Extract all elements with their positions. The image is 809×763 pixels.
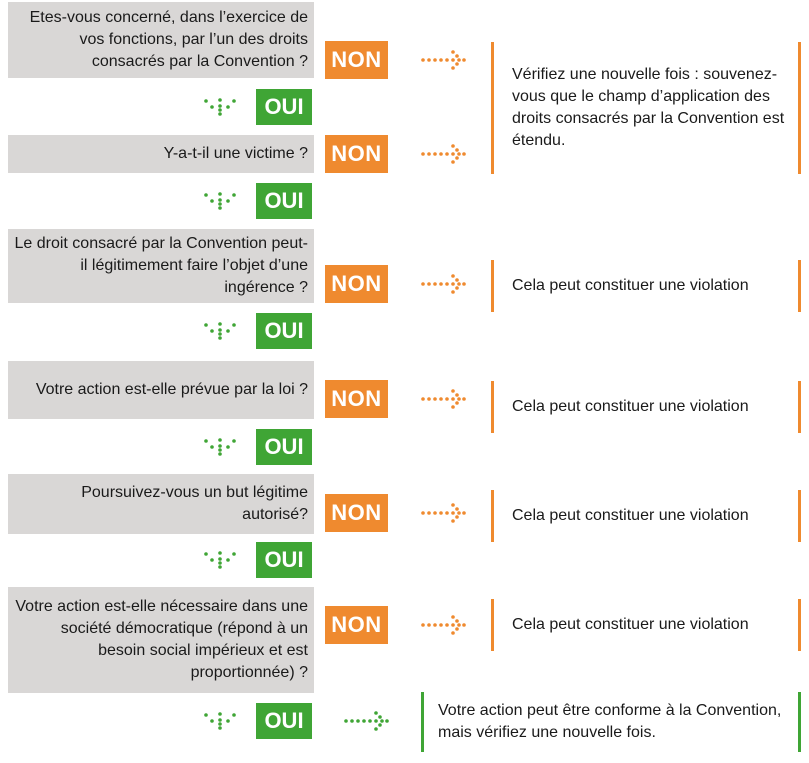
question-text: Poursuivez-vous un but légitime autorisé? [81, 484, 308, 523]
non-badge-4: NON [325, 380, 388, 418]
oui-badge-4: OUI [256, 429, 312, 465]
result-violation-4: Cela peut constituer une violation [491, 599, 801, 651]
result-check-again: Vérifiez une nouvelle fois : souvenez-vous que le champ d’application des droits consacrés par la Convention est étendu. [491, 42, 801, 174]
dotted-down-arrow-icon [202, 710, 238, 734]
dotted-down-arrow-icon [202, 96, 238, 120]
question-box-4 [8, 361, 314, 419]
dotted-right-arrow-icon [420, 385, 468, 413]
question-text: Y-a-t-il une victime ? [163, 145, 308, 162]
question-text: Etes-vous concerné, dans l’exercice de vos fonctions, par l’un des droits consacrés par la Convention ? [29, 9, 308, 70]
question-text: Le droit consacré par la Convention peut-il légitimement faire l’objet d’une ingérence ? [14, 235, 308, 296]
dotted-right-arrow-icon [420, 140, 468, 168]
question-box-3 [8, 229, 314, 303]
dotted-down-arrow-icon [202, 320, 238, 344]
non-badge-1: NON [325, 41, 388, 79]
non-badge-6: NON [325, 606, 388, 644]
oui-badge-6: OUI [256, 703, 312, 739]
oui-badge-3: OUI [256, 313, 312, 349]
dotted-down-arrow-icon [202, 436, 238, 460]
result-violation-2: Cela peut constituer une violation [491, 381, 801, 433]
non-badge-5: NON [325, 494, 388, 532]
dotted-right-arrow-icon [420, 611, 468, 639]
oui-badge-2: OUI [256, 183, 312, 219]
result-compliant: Votre action peut être conforme à la Convention, mais vérifiez une nouvelle fois. [421, 692, 801, 752]
question-box-6 [8, 587, 314, 693]
question-box-5 [8, 474, 314, 534]
question-box-1 [8, 2, 314, 78]
dotted-right-arrow-icon [343, 707, 391, 735]
result-violation-1: Cela peut constituer une violation [491, 260, 801, 312]
non-badge-2: NON [325, 135, 388, 173]
dotted-right-arrow-icon [420, 499, 468, 527]
dotted-down-arrow-icon [202, 190, 238, 214]
question-text: Votre action est-elle nécessaire dans une société démocratique (répond à un besoin social impérieux et est proportionnée) ? [15, 598, 308, 681]
oui-badge-5: OUI [256, 542, 312, 578]
non-badge-3: NON [325, 265, 388, 303]
result-violation-3: Cela peut constituer une violation [491, 490, 801, 542]
dotted-right-arrow-icon [420, 46, 468, 74]
dotted-down-arrow-icon [202, 549, 238, 573]
oui-badge-1: OUI [256, 89, 312, 125]
dotted-right-arrow-icon [420, 270, 468, 298]
question-text: Votre action est-elle prévue par la loi ? [35, 381, 308, 398]
question-box-2 [8, 135, 314, 173]
